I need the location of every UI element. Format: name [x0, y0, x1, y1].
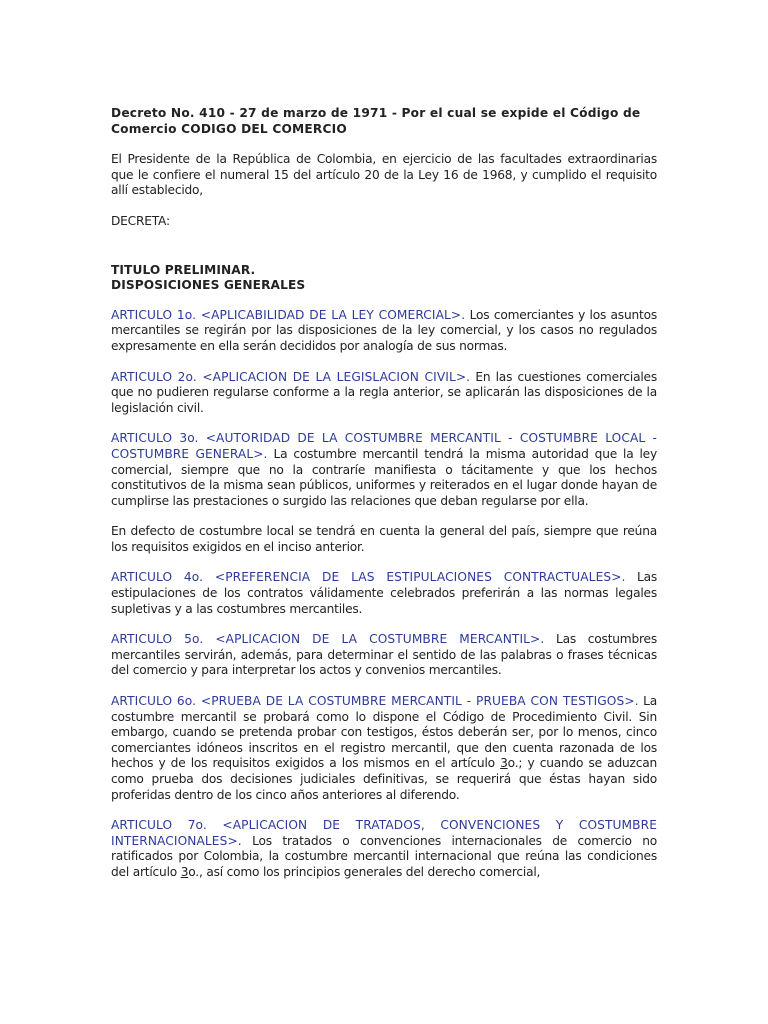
disposiciones-generales: DISPOSICIONES GENERALES — [111, 278, 306, 293]
article-1 — [111, 308, 657, 355]
document-page — [111, 106, 657, 881]
article-7-body-a: Los tratados o convenciones internacionales de comercio no ratificados por Colombia, la costumbre mercantil internacional que reúna las condiciones del artículo — [111, 833, 657, 879]
intro-paragraph: El Presidente de la República de Colombia, en ejercicio de las facultades extraordinarias que le confiere el numeral 15 del artículo 20 de la Ley 16 de 1968, y cumplido el requisito allí establecido, — [111, 152, 657, 198]
article-7-body-b: o., así como los principios generales del derecho comercial, — [188, 864, 541, 879]
article-3-link[interactable]: ARTICULO 3o. <AUTORIDAD DE LA COSTUMBRE MERCANTIL - COSTUMBRE LOCAL - COSTUMBRE GENERAL>. — [111, 431, 657, 461]
article-1-link[interactable]: ARTICULO 1o. <APLICABILIDAD DE LA LEY COMERCIAL>. — [111, 307, 466, 322]
article-6-body-b: o.; y cuando se aduzcan como prueba dos decisiones judiciales definitivas, se requerirá que éstas hayan sido proferidas dentro de los cinco años anteriores al diferendo. — [111, 756, 657, 802]
document-title: Decreto No. 410 - 27 de marzo de 1971 - Por el cual se expide el Código de Comercio CODIGO DEL COMERCIO — [111, 106, 641, 136]
decreta-label: DECRETA: — [111, 213, 170, 228]
article-2-link[interactable]: ARTICULO 2o. <APLICACION DE LA LEGISLACION CIVIL>. — [111, 369, 471, 384]
article-5 — [111, 632, 657, 679]
section-heading — [111, 263, 657, 294]
article-3-reference-link[interactable]: 3 — [180, 864, 189, 879]
article-1-body: Los comerciantes y los asuntos mercantiles se regirán por las disposiciones de la ley comercial, y los casos no regulados expresamente en ella serán decididos por analogía de sus normas. — [111, 307, 657, 353]
article-5-body: Las costumbres mercantiles servirán, además, para determinar el sentido de las palabras o frases técnicas del comercio y para interpretar los actos y convenios mercantiles. — [111, 632, 657, 678]
article-4-link[interactable]: ARTICULO 4o. <PREFERENCIA DE LAS ESTIPULACIONES CONTRACTUALES>. — [111, 570, 626, 585]
article-3 — [111, 431, 657, 509]
article-4-body: Las estipulaciones de los contratos válidamente celebrados preferirán a las normas legales supletivas y a las costumbres mercantiles. — [111, 570, 657, 616]
article-3-reference-link[interactable]: 3 — [500, 756, 508, 771]
article-3-extra: En defecto de costumbre local se tendrá en cuenta la general del país, siempre que reúna los requisitos exigidos en el inciso anterior. — [111, 524, 657, 554]
article-4 — [111, 570, 657, 617]
article-7-link[interactable]: ARTICULO 7o. <APLICACION DE TRATADOS, CONVENCIONES Y COSTUMBRE INTERNACIONALES>. — [111, 818, 657, 848]
article-3-body: La costumbre mercantil tendrá la misma autoridad que la ley comercial, siempre que no la contraríe manifiesta o tácitamente y que los hechos constitutivos de la misma sean públicos, uniformes y reiterados en el lugar donde hayan de cumplirse las prestaciones o surgido las relaciones que deban regularse por ella. — [111, 446, 657, 508]
article-2-body: En las cuestiones comerciales que no pudieren regularse conforme a la regla anterior, se aplicarán las disposiciones de la legislación civil. — [111, 369, 658, 415]
article-6-link[interactable]: ARTICULO 6o. <PRUEBA DE LA COSTUMBRE MERCANTIL - PRUEBA CON TESTIGOS>. — [111, 694, 639, 709]
article-6 — [111, 694, 657, 803]
article-5-link[interactable]: ARTICULO 5o. <APLICACION DE LA COSTUMBRE MERCANTIL>. — [111, 632, 545, 647]
title-preliminar: TITULO PRELIMINAR. — [111, 262, 256, 277]
article-2 — [111, 370, 657, 417]
article-6-body-a: La costumbre mercantil se probará como lo dispone el Código de Procedimiento Civil. Sin embargo, cuando se pretenda probar con testigos, éstos deberán ser, por lo menos, cinco comerciantes idóneos inscritos en el registro mercantil, que den cuenta razonada de los hechos y de los requisitos exigidos a los mismos en el artículo — [111, 694, 657, 771]
article-7 — [111, 818, 657, 880]
